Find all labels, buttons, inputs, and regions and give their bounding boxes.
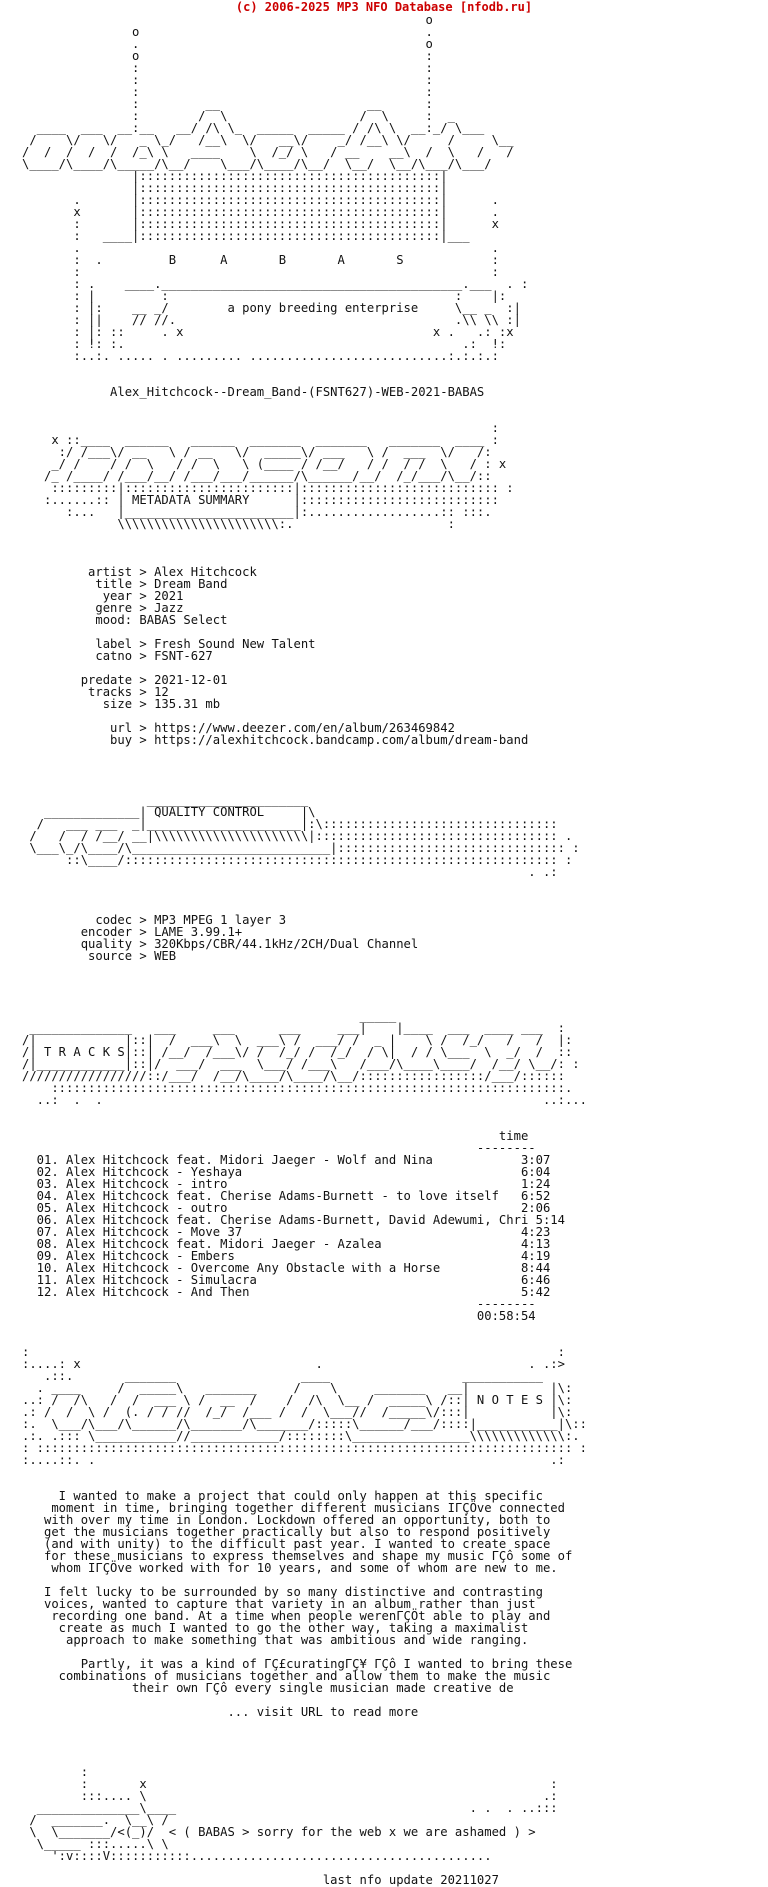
site-header: (c) 2006-2025 MP3 NFO Database [nfodb.ru] — [235, 0, 533, 14]
nfo-text: o o . . o o : : : : : : : : __ __ : : / \ / \ : _ ____ ___ __:__ __/ /\ \_ _____ _____ / /\ \ __:_/ \___ / \/ \/ _ \_/ /__\ \/ __\/ _/ /__\ \/ / \__ / / / / / /_\ \ ____ \ /_/ \ / __ __\ / \ / / \____/\____/\_____/\__/ \___/\____/\__/ \__/ \__/\___/\___/ |:::::::::::::::::::::::::::::::::::::::::| |:::::::::::::::::::::::::::::::::::::::::| . |:::::::::::::::::::::::::::::::::::::::::| . x |:::::::::::::::::::::::::::::::::::::::::| . : |:::::::::::::::::::::::::::::::::::::::::| x : ____|:::::::::::::::::::::::::::::::::::::::::|___ . . : . B A B A S : : : : . ____._________________________________________.___ . : : | : : |: : |: __ _/ a pony breeding enterprise \__ _ :| : || // //. .\\ \\ :| : |: :: . x x . .: :x : !: :. .: !: :..:. ..... . ......... ...........................:.:.:.: Alex_Hitchcock--Dream_Band-(FSNT627)-WEB-2021-BABAS : x ::____ ______ ______ _______ _______ _______ ____ : :/ /___\/ __ \ / __ \/ _____\/ ___ \ / ___ \/ /: _/ / / / \ / / \ \ (____ / /__/ / / / / \ / : x /_ /____/ /___/__/ /___/___/______/\______/__/ /_/___/\__/:: :::::::::|:::::::::::::::::::::::|::::::::::::::::::::::::::: : :......:: | METADATA SUMMARY |::::::::::::::::::::::::::: :... |_______________________|:..................:: :::. \\\\\\\\\\\\\\\\\\\\\\:. : artist > Alex Hitchcock title > Dream Band year > 2021 genre > Jazz mood: BABAS Select label > Fresh Sound New Talent catno > FSNT-627 predate > 2021-12-01 tracks > 12 size > 135.31 mb url > https://www.deezer.com/en/album/263469842 buy > https://alexhitchcock.bandcamp.com/album/dream-band ______________________ _____________| QUALITY CONTROL |\ / ___ ___ _|_____________________|:\:::::::::::::::::::::::::::::::: / / / /__/ __|\\\\\\\\\\\\\\\\\\\\\|::::::::::::::::::::::::::::::::: . \___\_/\____/\___________________________|::::::::::::::::::::::::::::::: : ::\____/::::::::::::::::::::::::::::::::::::::::::::::::::::::::::: : . .: codec > MP3 MPEG 1 layer 3 encoder > LAME 3.99.1+ quality > 320Kbps/CBR/44.1kHz/2CH/Dual Channel source > WEB _____ ______________ ___ ___ ___ ___| |____ ___ ____ ___ : /| |::| / ___\ \ ___\ / ___/ / _ | \ / /_/ / / |: /| T R A C K S|::| /__/ /___\/ / /_/ / /_/ / \| / / \___ \ _/ / :: /|____________|::|/ ___/ ___ \___/ /___\ /___/\____\____/ /__/ \__/: : /////////////////::/___/ /__/\____/\____/\__/:::::::::::::::::/___/:::::: ::::::::::::::::::::::::::::::::::::::::::::::::::::::::::::::::::::::. ..: . . ..:... time -------- 01. Alex Hitchcock feat. Midori Jaeger - Wolf and Nina 3:07 02. Alex Hitchcock - Yeshaya 6:04 03. Alex Hitchcock - intro 1:24 04. Alex Hitchcock feat. Cherise Adams-Burnett - to love itself 6:52 05. Alex Hitchcock - outro 2:06 06. Alex Hitchcock feat. Cherise Adams-Burnett, David Adewumi, Chri 5:14 07. Alex Hitchcock - Move 37 4:23 08. Alex Hitchcock feat. Midori Jaeger - Azalea 4:13 09. Alex Hitchcock - Embers 4:19 10. Alex Hitchcock - Overcome Any Obstacle with a Horse 8:44 11. Alex Hitchcock - Simulacra 6:46 12. Alex Hitchcock - And Then 5:42 -------- 00:58:54 : : :....: x . . .:> .::. _______ ____ ___________ . ____ / _____\ _______ / \ _______ __| |\: ..: / /\ / / ___ \ / __ / / /\ \__ / _____\ /::| N O T E S |\: .: / / \ / (. / / // /_/ /___ / / \___// /_____\/:::| |\: :. \___/\___/\______/\_______/\_______/:::::\______/___/::::|___________|\:: .:. .::: \___________//____________/::::::::\________________\\\\\\\\\\\\\:. : ::::::::::::::::::::::::::::::::::::::::::::::::::::::::::::::::::::::::: : :....::. . .: I wanted to make a project that could only happen at this specific moment in time, bringing together different musicians IΓÇÖve connected with over my time in London. Lockdown offered an opportunity, both to get the musicians together practically but also to respond positively (and with unity) to the difficult past year. I wanted to create space for these musicians to express themselves and shape my music ΓÇô some of whom IΓÇÖve worked with for 10 years, and some of whom are new to me. I felt lucky to be surrounded by so many distinctive and contrasting voices, wanted to capture that variety in an album rather than just recording one band. At a time when people werenΓÇÖt able to play and create as much I wanted to go the other way, taking a maximalist approach to make something that was ambitious and wide ranging. Partly, it was a kind of ΓÇ£curatingΓÇ¥ ΓÇô I wanted to bring these combinations of musicians together and allow them to make the music their own ΓÇô every single musician made creative de ... visit URL to read more : : x : :::.... \ .: ______________\____ . . . ..::: / _______. \__\ / \ \_______/<(_)/ < ( BABAS > sorry for the web x we are ashamed ) > \_____ :::.....\ \ ':v::::V:::::::::::......................................... last nfo update 20211027 — [22, 13, 587, 1887]
